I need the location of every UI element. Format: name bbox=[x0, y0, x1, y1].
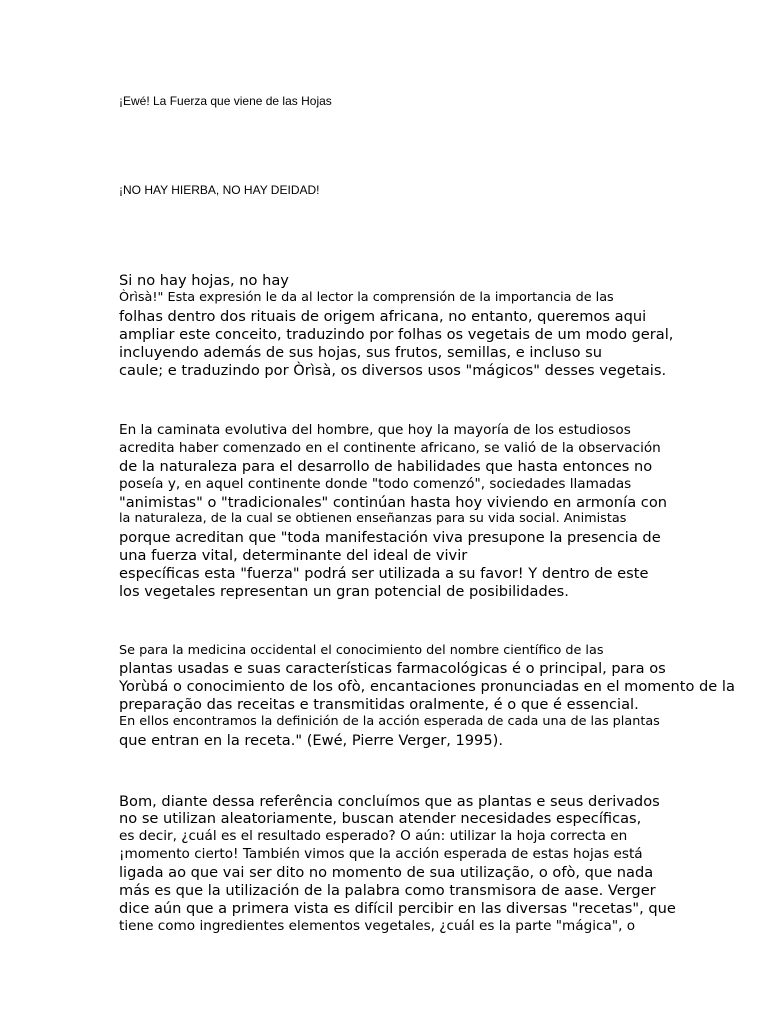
text-line: ligada ao que vai ser dito no momento de sua utilização, o ofò, que nada bbox=[119, 864, 654, 881]
text-line: de la naturaleza para el desarrollo de habilidades que hasta entonces no bbox=[119, 458, 653, 475]
text-line: una fuerza vital, determinante del ideal de vivir bbox=[119, 547, 468, 564]
text-line: porque acreditan que "toda manifestación viva presupone la presencia de bbox=[119, 529, 661, 546]
text-line: específicas esta "fuerza" podrá ser utilizada a su favor! Y dentro de este bbox=[119, 565, 649, 582]
text-line: ampliar este conceito, traduzindo por folhas os vegetais de um modo geral, bbox=[119, 326, 674, 343]
text-line: ¡momento cierto! También vimos que la acción esperada de estas hojas está bbox=[119, 846, 643, 862]
text-line: "animistas" o "tradicionales" continúan hasta hoy viviendo en armonía con bbox=[119, 494, 667, 511]
document-subtitle: ¡NO HAY HIERBA, NO HAY DEIDAD! bbox=[119, 183, 320, 197]
text-line: Bom, diante dessa referência concluímos que as plantas e seus derivados bbox=[119, 793, 660, 810]
text-line: caule; e traduzindo por Òrìsà, os diversos usos "mágicos" desses vegetais. bbox=[119, 362, 667, 379]
text-line: Òrìsà!" Esta expresión le da al lector la comprensión de la importancia de las bbox=[119, 290, 614, 305]
text-line: dice aún que a primera vista es difícil percibir en las diversas "recetas", que bbox=[119, 900, 676, 917]
text-line: acredita haber comenzado en el continente africano, se valió de la observación bbox=[119, 440, 661, 456]
text-line: folhas dentro dos rituais de origem africana, no entanto, queremos aqui bbox=[119, 308, 647, 325]
text-line: Yorùbá o conocimiento de los ofò, encantaciones pronunciadas en el momento de la bbox=[119, 678, 735, 695]
text-line: que entran en la receta." (Ewé, Pierre Verger, 1995). bbox=[119, 732, 503, 749]
text-line: Si no hay hojas, no hay bbox=[119, 272, 289, 289]
text-line: plantas usadas e suas características farmacológicas é o principal, para os bbox=[119, 660, 666, 677]
text-line: poseía y, en aquel continente donde "todo comenzó", sociedades llamadas bbox=[119, 476, 632, 492]
text-line: incluyendo además de sus hojas, sus frutos, semillas, e incluso su bbox=[119, 344, 603, 361]
text-line: la naturaleza, de la cual se obtienen enseñanzas para su vida social. Animistas bbox=[119, 511, 627, 526]
text-line: En la caminata evolutiva del hombre, que hoy la mayoría de los estudiosos bbox=[119, 422, 631, 438]
text-line: no se utilizan aleatoriamente, buscan atender necesidades específicas, bbox=[119, 810, 642, 827]
text-line: preparação das receitas e transmitidas oralmente, é o que é essencial. bbox=[119, 696, 639, 713]
text-line: tiene como ingredientes elementos vegetales, ¿cuál es la parte "mágica", o bbox=[119, 918, 636, 934]
text-line: más es que la utilización de la palabra como transmisora de aase. Verger bbox=[119, 882, 656, 899]
text-line: los vegetales representan un gran potencial de posibilidades. bbox=[119, 583, 569, 600]
document-title: ¡Ewé! La Fuerza que viene de las Hojas bbox=[119, 94, 332, 108]
text-line: es decir, ¿cuál es el resultado esperado? O aún: utilizar la hoja correcta en bbox=[119, 828, 628, 844]
text-line: Se para la medicina occidental el conocimiento del nombre científico de las bbox=[119, 643, 604, 658]
text-line: En ellos encontramos la definición de la acción esperada de cada una de las plantas bbox=[119, 714, 660, 729]
